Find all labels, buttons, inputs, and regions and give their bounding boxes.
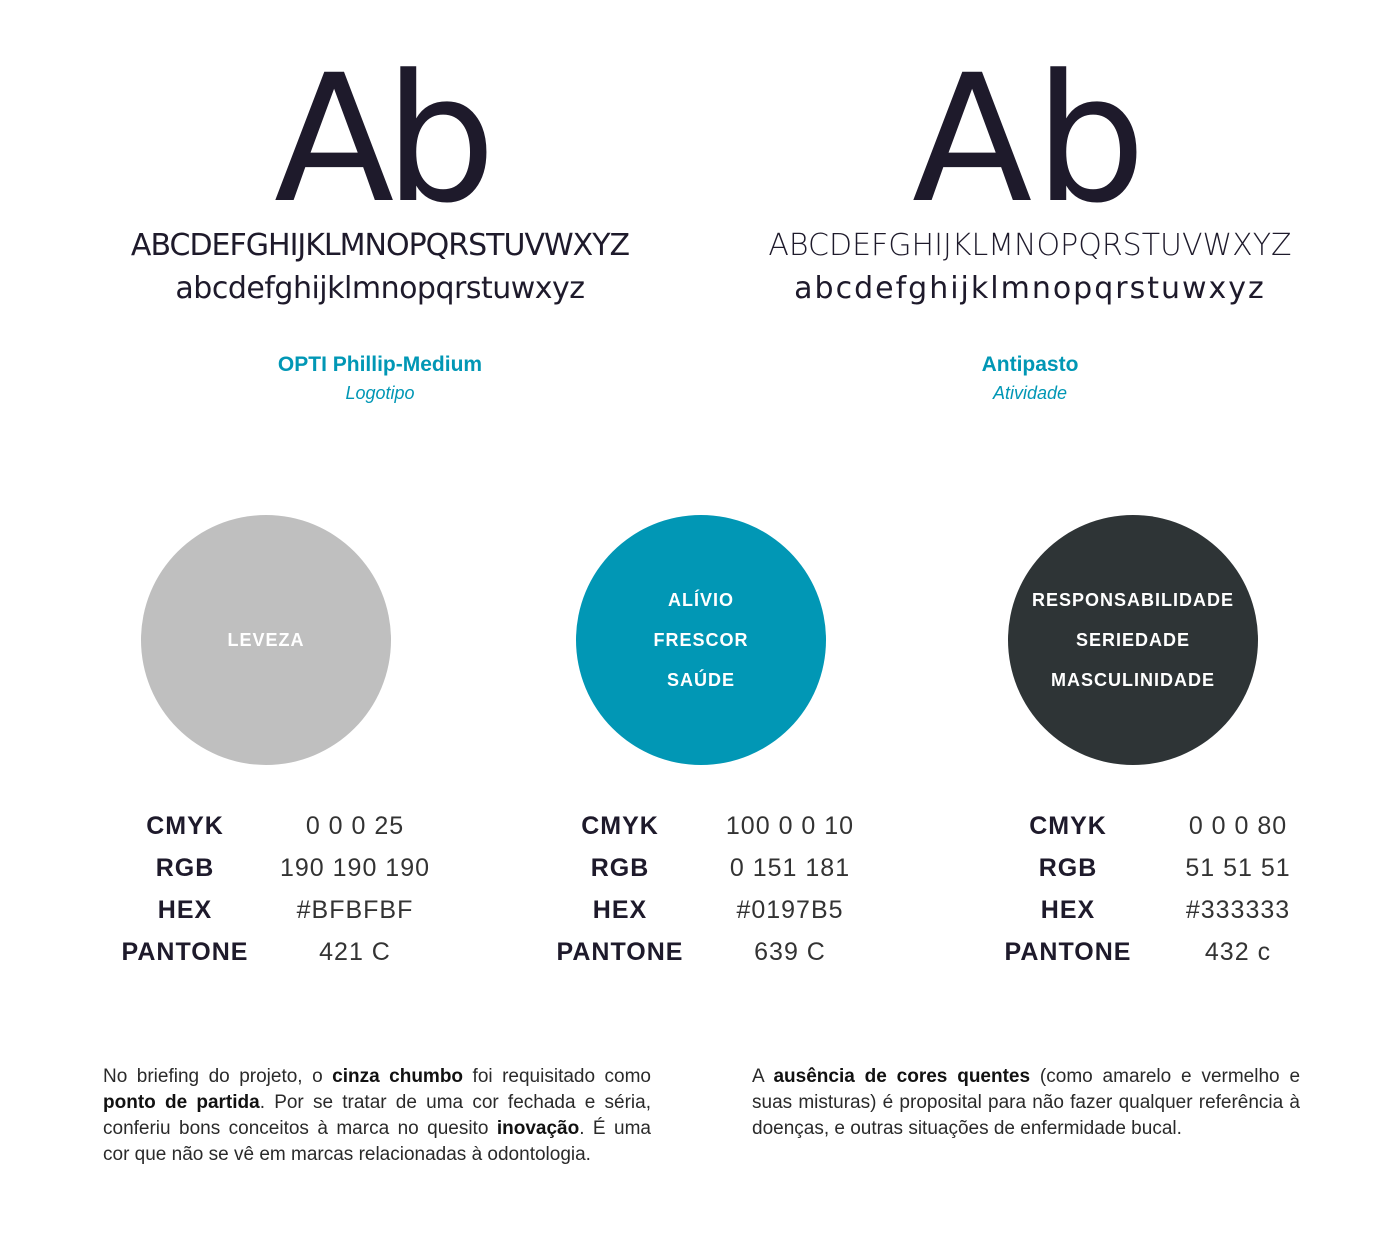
paragraph-emphasis: ausência de cores quentes bbox=[773, 1066, 1031, 1087]
spec-row-cmyk bbox=[110, 805, 450, 847]
concept-label: RESPONSABILIDADE bbox=[1031, 590, 1235, 610]
spec-value: 432 c bbox=[1204, 937, 1272, 966]
font-name: Antipasto bbox=[981, 353, 1079, 376]
spec-key: HEX bbox=[592, 895, 648, 924]
paragraph-text: (como amarelo e vermelho e suas misturas) é proposital para não fazer qualquer referência à doenças, e outras situações de enfermidade bucal. bbox=[752, 1066, 1301, 1139]
concept-label: MASCULINIDADE bbox=[1051, 670, 1215, 690]
paragraph-text: . É uma cor que não se vê em marcas relacionadas à odontologia. bbox=[103, 1118, 651, 1165]
concept-label: SAÚDE bbox=[666, 670, 735, 690]
paragraph-emphasis: ponto de partida bbox=[103, 1092, 260, 1113]
spec-value: #333333 bbox=[1185, 895, 1291, 924]
spec-row-cmyk bbox=[993, 805, 1333, 847]
color-spec-table-charcoal bbox=[993, 805, 1333, 973]
spec-value: 100 0 0 10 bbox=[725, 811, 855, 840]
color-spec-table-gray bbox=[110, 805, 450, 973]
concept-label: SERIEDADE bbox=[1075, 630, 1191, 650]
spec-row-pantone bbox=[993, 931, 1333, 973]
font-label-atividade bbox=[830, 351, 1230, 407]
spec-key: RGB bbox=[1038, 853, 1098, 882]
font-uppercase-alphabet: ABCDEFGHIJKLMNOPQRSTUVWXYZ bbox=[130, 228, 630, 263]
concept-label: ALÍVIO bbox=[667, 590, 734, 610]
font-name: OPTI Phillip-Medium bbox=[277, 353, 483, 376]
spec-row-rgb bbox=[110, 847, 450, 889]
spec-value: 0 151 181 bbox=[729, 853, 851, 882]
spec-row-cmyk bbox=[545, 805, 885, 847]
spec-value: 421 C bbox=[319, 937, 391, 966]
spec-row-pantone bbox=[110, 931, 450, 973]
spec-key: RGB bbox=[155, 853, 215, 882]
spec-value: #BFBFBF bbox=[296, 895, 414, 924]
spec-value: 190 190 190 bbox=[279, 853, 431, 882]
description-paragraph-right bbox=[752, 1064, 1300, 1142]
spec-value: 0 0 0 80 bbox=[1188, 811, 1288, 840]
spec-value: #0197B5 bbox=[736, 895, 844, 924]
paragraph-text: A bbox=[752, 1066, 774, 1087]
color-swatch-gray bbox=[141, 515, 391, 765]
spec-key: RGB bbox=[590, 853, 650, 882]
color-swatch-charcoal bbox=[1008, 515, 1258, 765]
concept-label: LEVEZA bbox=[227, 630, 305, 650]
font-lowercase-alphabet: abcdefghijklmnopqrstuwxyz bbox=[175, 271, 585, 306]
color-swatch-blue bbox=[576, 515, 826, 765]
spec-value: 51 51 51 bbox=[1185, 853, 1291, 882]
paragraph-text: No briefing do projeto, o bbox=[103, 1066, 333, 1087]
spec-row-pantone bbox=[545, 931, 885, 973]
spec-key: CMYK bbox=[146, 811, 224, 840]
concept-label: FRESCOR bbox=[653, 630, 749, 650]
spec-row-hex bbox=[545, 889, 885, 931]
spec-key: PANTONE bbox=[556, 937, 684, 966]
font-lowercase-alphabet: abcdefghijklmnopqrstuwxyz bbox=[794, 271, 1266, 306]
spec-value: 0 0 0 25 bbox=[305, 811, 405, 840]
paragraph-text: foi requisitado como bbox=[463, 1066, 651, 1087]
spec-key: CMYK bbox=[1029, 811, 1107, 840]
font-specimen-logotipo bbox=[80, 37, 680, 312]
spec-row-hex bbox=[110, 889, 450, 931]
spec-value: 639 C bbox=[754, 937, 826, 966]
spec-key: HEX bbox=[1040, 895, 1096, 924]
paragraph-text: . Por se tratar de uma cor fechada e séria, conferiu bons conceitos à marca no quesito bbox=[103, 1092, 651, 1139]
font-specimen-atividade bbox=[730, 37, 1330, 312]
color-spec-table-blue bbox=[545, 805, 885, 973]
spec-row-rgb bbox=[545, 847, 885, 889]
spec-key: HEX bbox=[157, 895, 213, 924]
description-paragraph-left bbox=[103, 1064, 651, 1168]
font-sample-glyphs: Ab bbox=[911, 37, 1149, 242]
paragraph-emphasis: cinza chumbo bbox=[332, 1066, 464, 1087]
font-label-logotipo bbox=[180, 351, 580, 407]
spec-row-hex bbox=[993, 889, 1333, 931]
font-role: Logotipo bbox=[345, 383, 415, 403]
font-uppercase-alphabet: ABCDEFGHIJKLMNOPQRSTUVWXYZ bbox=[768, 228, 1292, 263]
spec-key: CMYK bbox=[581, 811, 659, 840]
font-role: Atividade bbox=[992, 383, 1068, 403]
spec-row-rgb bbox=[993, 847, 1333, 889]
spec-key: PANTONE bbox=[121, 937, 249, 966]
paragraph-emphasis: inovação bbox=[496, 1118, 580, 1139]
font-sample-glyphs: Ab bbox=[273, 37, 487, 242]
spec-key: PANTONE bbox=[1004, 937, 1132, 966]
